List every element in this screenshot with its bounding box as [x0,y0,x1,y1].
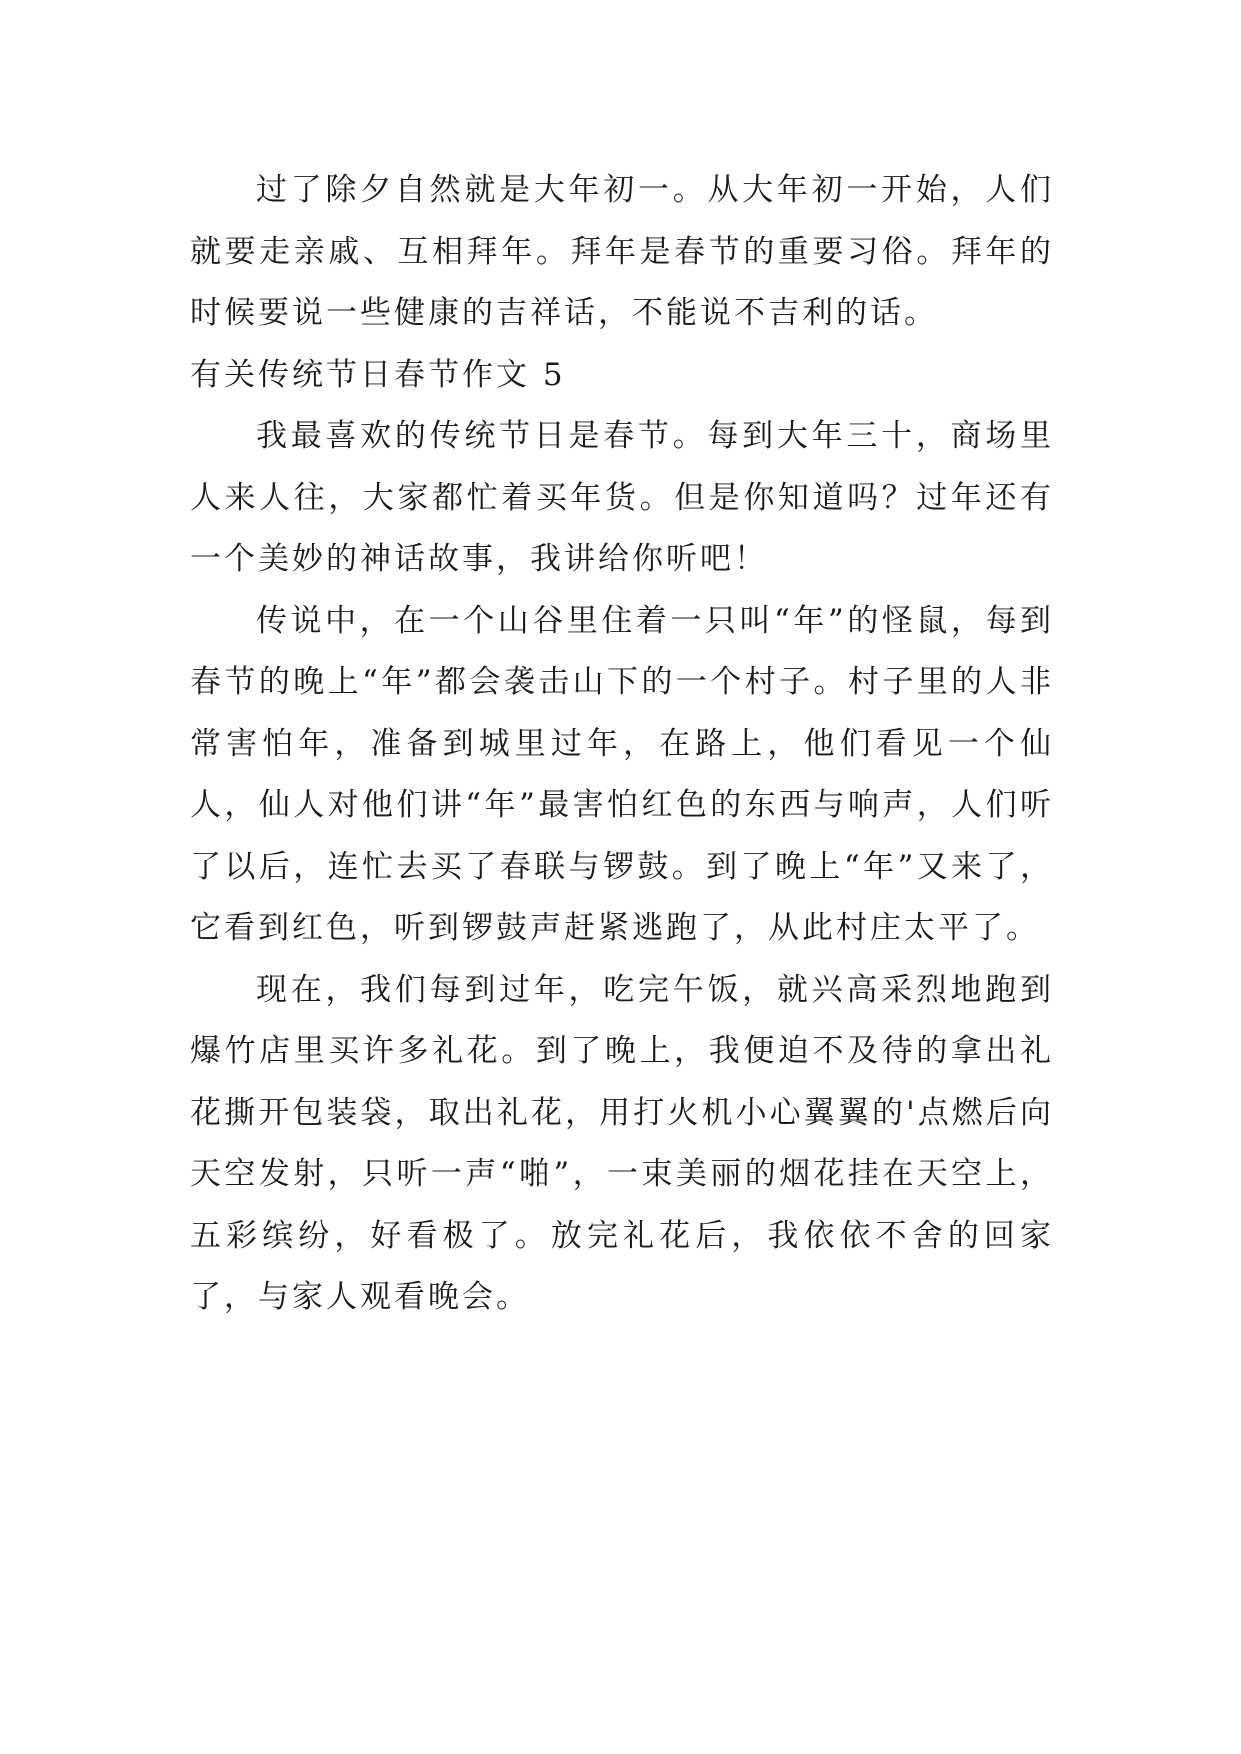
paragraph-nian-legend: 传说中，在一个山谷里住着一只叫“年”的怪鼠，每到春节的晚上“年”都会袭击山下的一个村子。村子里的人非常害怕年，准备到城里过年，在路上，他们看见一个仙人，仙人对他们讲“年”最害怕红色的东西与响声，人们听了以后，连忙去买了春联与锣鼓。到了晚上“年”又来了，它看到红色，听到锣鼓声赶紧逃跑了，从此村庄太平了。 [190,602,1054,946]
paragraph-favorite-festival: 我最喜欢的传统节日是春节。每到大年三十，商场里人来人往，大家都忙着买年货。但是你知道吗？过年还有一个美妙的神话故事，我讲给你听吧！ [190,418,1054,577]
section-title: 有关传统节日春节作文 5 [190,356,566,393]
paragraph-fireworks: 现在，我们每到过年，吃完午饭，就兴高采烈地跑到爆竹店里买许多礼花。到了晚上，我便迫不及待的拿出礼花撕开包装袋，取出礼花，用打火机小心翼翼的'点燃后向天空发射，只听一声“啪”，一束美丽的烟花挂在天空上，五彩缤纷，好看极了。放完礼花后，我依依不舍的回家了，与家人观看晚会。 [190,971,1054,1315]
document-page [190,160,1054,1329]
paragraph-new-year-visits: 过了除夕自然就是大年初一。从大年初一开始，人们就要走亲戚、互相拜年。拜年是春节的重要习俗。拜年的时候要说一些健康的吉祥话，不能说不吉利的话。 [190,172,1054,331]
